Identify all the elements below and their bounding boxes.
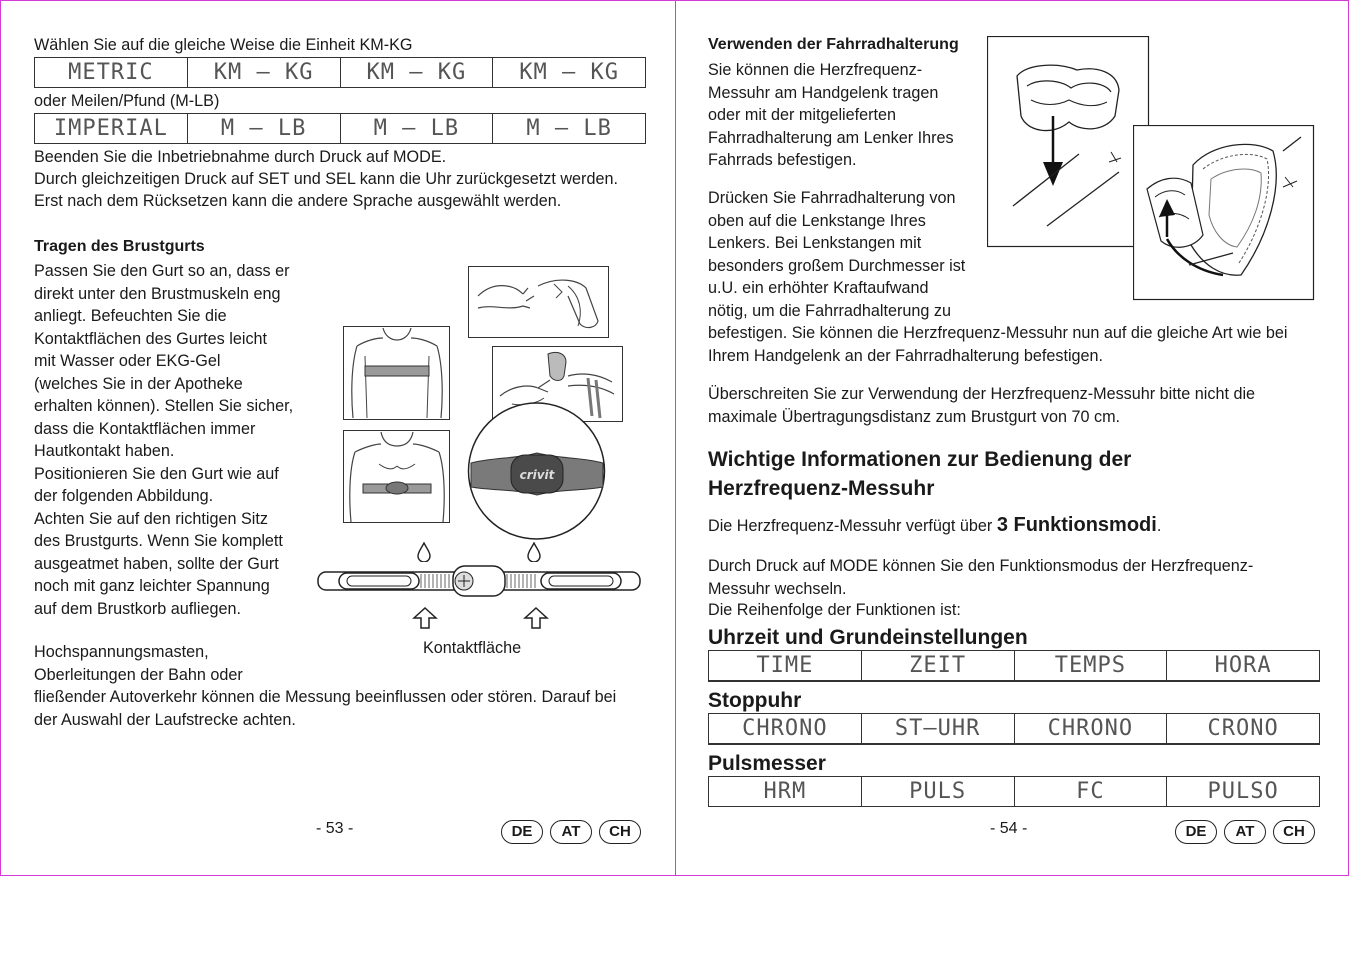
- paragraph-line: direkt unter den Brustmuskeln eng: [34, 284, 281, 303]
- lcd-cell: PULS: [861, 777, 1014, 807]
- lcd-cell: KM – KG: [493, 58, 646, 88]
- lcd-cell: ST–UHR: [861, 714, 1014, 745]
- paragraph-line: Lenkers. Bei Lenkstangen mit: [708, 234, 922, 252]
- paragraph-line: anliegt. Befeuchten Sie die: [34, 307, 227, 325]
- country-badge-de: DE: [501, 820, 543, 844]
- paragraph-line: auf dem Brustkorb aufliegen.: [34, 599, 241, 618]
- paragraph-line: erhalten können). Stellen Sie sicher,: [34, 397, 294, 415]
- paragraph-line: Passen Sie den Gurt so an, dass er: [34, 262, 290, 280]
- lcd-cell: HORA: [1167, 651, 1320, 682]
- lcd-cell: CRONO: [1167, 714, 1320, 745]
- important-info-heading: Wichtige Informationen zur Bedienung der: [708, 448, 1132, 471]
- arrow-up-icon: [523, 606, 549, 630]
- paragraph-line: der folgenden Abbildung.: [34, 487, 214, 505]
- contact-area-caption: Kontaktfläche: [423, 639, 522, 657]
- lcd-cell: CHRONO: [1014, 714, 1167, 745]
- metric-display-table: [34, 57, 646, 88]
- paragraph-line: Fahrrads befestigen.: [708, 151, 857, 169]
- paragraph-line: Ihrem Handgelenk an der Fahrradhalterung befestigen.: [708, 346, 1104, 365]
- paragraph-line: oben auf die Lenkstange Ihres: [708, 211, 926, 230]
- lcd-cell: PULSO: [1167, 777, 1320, 807]
- lcd-cell: TIME: [709, 651, 862, 682]
- lcd-cell: KM – KG: [340, 58, 493, 88]
- stopwatch-mode-heading: Stoppuhr: [708, 689, 802, 712]
- paragraph-line: oder mit der mitgelieferten: [708, 106, 897, 124]
- paragraph-line: fließender Autoverkehr können die Messung beeinflussen oder stören. Darauf bei: [34, 688, 617, 706]
- paragraph-line: noch mit ganz leichter Spannung: [34, 577, 270, 595]
- paragraph-line: Überschreiten Sie zur Verwendung der Herzfrequenz-Messuhr bitte nicht die: [708, 385, 1256, 403]
- paragraph-line: Die Reihenfolge der Funktionen ist:: [708, 601, 961, 619]
- paragraph-line: nötig, um die Fahrradhalterung zu: [708, 301, 951, 320]
- country-badge-at: AT: [550, 820, 592, 844]
- paragraph-line: Sie können die Herzfrequenz-: [708, 61, 923, 79]
- paragraph-line: Positionieren Sie den Gurt wie auf: [34, 464, 279, 483]
- right-page: [675, 0, 1349, 876]
- arrow-up-icon: [412, 606, 438, 630]
- paragraph-line: Hochspannungsmasten,: [34, 643, 209, 661]
- page-number: - 54 -: [990, 820, 1028, 837]
- lcd-cell: M – LB: [187, 114, 340, 144]
- paragraph-line: des Brustgurts. Wenn Sie komplett: [34, 532, 283, 550]
- time-display-table: [708, 650, 1320, 682]
- pulse-display-table: [708, 776, 1320, 807]
- paragraph-line: ausgeatmet haben, sollte der Gurt: [34, 554, 279, 573]
- lcd-cell: IMPERIAL: [35, 114, 188, 144]
- paragraph-line: Kontaktflächen des Gurtes leicht: [34, 329, 268, 348]
- page-number: - 53 -: [316, 820, 354, 837]
- paragraph-line: Hautkontakt haben.: [34, 442, 175, 460]
- chest-strap-heading: Tragen des Brustgurts: [34, 238, 205, 255]
- lcd-cell: METRIC: [35, 58, 188, 88]
- paragraph-line: Fahrradhalterung am Lenker Ihres: [708, 128, 954, 147]
- strap-adjust-illustration: [468, 266, 609, 338]
- transmitter-closeup: [465, 401, 608, 541]
- bike-mount-press-illustration: [987, 36, 1150, 248]
- paragraph-line: befestigen. Sie können die Herzfrequenz-Messuhr nun auf die gleiche Art wie bei: [708, 324, 1288, 342]
- stopwatch-display-table: [708, 713, 1320, 745]
- paragraph-line: Achten Sie auf den richtigen Sitz: [34, 509, 268, 528]
- country-badge-at: AT: [1224, 820, 1266, 844]
- lcd-cell: KM – KG: [187, 58, 340, 88]
- paragraph-line: (welches Sie in der Apotheke: [34, 374, 243, 393]
- paragraph-line: Drücken Sie Fahrradhalterung von: [708, 189, 956, 207]
- paragraph-line: Messuhr wechseln.: [708, 579, 847, 598]
- country-badge-ch: CH: [1273, 820, 1315, 844]
- units-intro-text: Wählen Sie auf die gleiche Weise die Einheit KM-KG: [34, 36, 413, 54]
- imperial-display-table: [34, 113, 646, 144]
- lcd-cell: ZEIT: [861, 651, 1014, 682]
- left-page: [0, 0, 676, 876]
- lcd-cell: FC: [1014, 777, 1167, 807]
- paragraph-line: Durch Druck auf MODE können Sie den Funktionsmodus der Herzfrequenz-: [708, 557, 1254, 575]
- modes-sentence: Die Herzfrequenz-Messuhr verfügt über 3 Funktionsmodi.: [708, 514, 1162, 536]
- bike-mount-watch-illustration: [1133, 125, 1315, 301]
- paragraph-line: Durch gleichzeitigen Druck auf SET und SEL kann die Uhr zurückgesetzt werden.: [34, 170, 618, 188]
- torso-front-illustration: [343, 326, 450, 420]
- paragraph-line: maximale Übertragungsdistanz zum Brustgurt von 70 cm.: [708, 407, 1121, 426]
- time-mode-heading: Uhrzeit und Grundeinstellungen: [708, 626, 1028, 649]
- paragraph-line: Oberleitungen der Bahn oder: [34, 665, 243, 684]
- water-drop-icon: [417, 542, 431, 562]
- paragraph-line: u.U. ein erhöhter Kraftaufwand: [708, 279, 929, 297]
- paragraph-line: Erst nach dem Rücksetzen kann die andere Sprache ausgewählt werden.: [34, 192, 562, 210]
- paragraph-line: mit Wasser oder EKG-Gel: [34, 352, 221, 370]
- country-badge-de: DE: [1175, 820, 1217, 844]
- paragraph-line: dass die Kontaktflächen immer: [34, 419, 256, 438]
- lcd-cell: HRM: [709, 777, 862, 807]
- lcd-cell: M – LB: [493, 114, 646, 144]
- water-drop-icon: [527, 542, 541, 562]
- paragraph-line: Messuhr am Handgelenk tragen: [708, 83, 939, 102]
- torso-back-illustration: [343, 430, 450, 523]
- bike-mount-heading: Verwenden der Fahrradhalterung: [708, 36, 959, 53]
- paragraph-line: Beenden Sie die Inbetriebnahme durch Druck auf MODE.: [34, 148, 447, 166]
- paragraph-line: der Auswahl der Laufstrecke achten.: [34, 710, 296, 729]
- paragraph-line: besonders großem Durchmesser ist: [708, 256, 966, 275]
- important-info-heading: Herzfrequenz-Messuhr: [708, 477, 935, 500]
- miles-text: oder Meilen/Pfund (M-LB): [34, 92, 220, 110]
- lcd-cell: TEMPS: [1014, 651, 1167, 682]
- country-badge-ch: CH: [599, 820, 641, 844]
- chest-strap-diagram: [317, 564, 641, 598]
- lcd-cell: CHRONO: [709, 714, 862, 745]
- pulse-mode-heading: Pulsmesser: [708, 752, 826, 775]
- crivit-logo: crivit: [519, 468, 555, 482]
- lcd-cell: M – LB: [340, 114, 493, 144]
